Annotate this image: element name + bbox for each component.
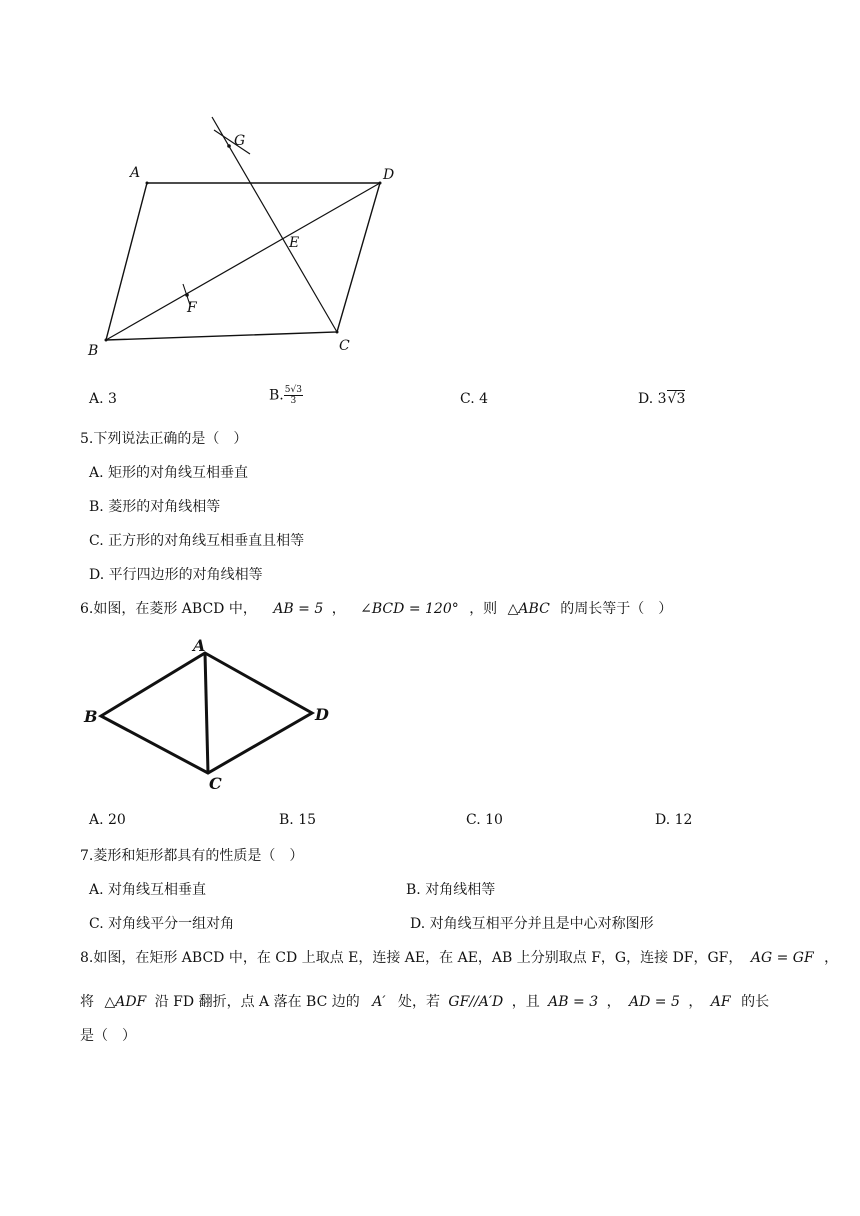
q8-line-2-sep-2: ， bbox=[688, 994, 703, 1010]
q5-option-a[interactable]: A. 矩形的对角线互相垂直 bbox=[89, 465, 249, 481]
q8-line-1 bbox=[80, 947, 838, 967]
q6-stem bbox=[80, 598, 672, 618]
q8-line-2-part-g: 的长 bbox=[741, 994, 770, 1010]
q4-option-d-root: √3 bbox=[667, 391, 686, 407]
point-b bbox=[105, 339, 108, 342]
q6-math-triangle: △ABC bbox=[507, 601, 550, 617]
q5-option-c[interactable]: C. 正方形的对角线互相垂直且相等 bbox=[89, 533, 305, 549]
q8-math-af: AF bbox=[710, 994, 731, 1010]
q8-line-2-part-c: 处，若 bbox=[397, 994, 440, 1010]
q6-option-c[interactable]: C. 10 bbox=[466, 812, 503, 828]
q6-math-ab: AB = 5 bbox=[273, 601, 324, 617]
q4-option-b-fraction bbox=[284, 385, 303, 406]
label-g: G bbox=[234, 133, 246, 149]
figure-rhombus bbox=[80, 632, 340, 792]
q5-stem: 5.下列说法正确的是（ ） bbox=[80, 431, 248, 447]
q7-option-c[interactable]: C. 对角线平分一组对角 bbox=[89, 916, 235, 932]
q4-option-b-numerator: 5√3 bbox=[284, 385, 302, 395]
q8-line-2-part-b: 沿 FD 翻折，点 A 落在 BC 边的 bbox=[154, 994, 360, 1010]
line-gc bbox=[212, 117, 337, 332]
q8-math-a-prime: A′ bbox=[372, 994, 386, 1010]
q4-option-b-denominator: 3 bbox=[290, 396, 297, 406]
q8-line-1-end: ， bbox=[824, 950, 839, 966]
point-c bbox=[336, 331, 339, 334]
label-d: D bbox=[383, 167, 395, 183]
q4-option-b[interactable] bbox=[269, 385, 303, 406]
label-f: F bbox=[187, 300, 197, 316]
q8-math-parallel: GF//A′D bbox=[448, 994, 504, 1010]
q8-line-2 bbox=[80, 991, 769, 1011]
q7-option-a[interactable]: A. 对角线互相垂直 bbox=[89, 882, 207, 898]
q5-option-b[interactable]: B. 菱形的对角线相等 bbox=[89, 499, 221, 515]
rhombus-label-c: C bbox=[209, 774, 222, 792]
q8-line-2-part-a: 将 bbox=[80, 994, 94, 1010]
q4-option-a[interactable]: A. 3 bbox=[89, 391, 117, 407]
q8-math-ag-gf: AG = GF bbox=[750, 950, 814, 966]
point-d bbox=[379, 182, 382, 185]
diagonal-ac bbox=[205, 653, 208, 773]
q6-stem-part-a: 6.如图，在菱形 ABCD 中， bbox=[80, 601, 257, 617]
q6-stem-part-c: 的周长等于（ ） bbox=[560, 601, 673, 617]
diagonal-bd bbox=[106, 183, 380, 340]
q6-option-a[interactable]: A. 20 bbox=[89, 812, 126, 828]
q8-math-ad: AD = 5 bbox=[629, 994, 680, 1010]
q8-line-2-part-d: ，且 bbox=[511, 994, 540, 1010]
label-c: C bbox=[339, 338, 350, 354]
q6-stem-part-b: ，则 bbox=[469, 601, 498, 617]
q4-option-b-prefix: B. bbox=[269, 387, 284, 404]
q7-stem: 7.菱形和矩形都具有的性质是（ ） bbox=[80, 848, 304, 864]
point-a bbox=[146, 182, 149, 185]
label-b: B bbox=[88, 343, 99, 359]
q8-math-triangle-adf: △ADF bbox=[104, 994, 147, 1010]
q8-line-1-text: 8.如图，在矩形 ABCD 中，在 CD 上取点 E，连接 AE，在 AE，AB 上分别取点 F，G，连接 DF，GF， bbox=[80, 950, 743, 966]
q6-math-angle: ∠BCD = 120° bbox=[360, 601, 459, 617]
q8-line-2-sep-1: ， bbox=[606, 994, 621, 1010]
label-e: E bbox=[289, 235, 300, 251]
label-a: A bbox=[130, 165, 141, 181]
q7-option-d[interactable]: D. 对角线互相平分并且是中心对称图形 bbox=[410, 916, 654, 932]
figure-parallelogram bbox=[80, 105, 400, 365]
rhombus-label-a: A bbox=[193, 636, 206, 655]
q6-sep-1: ， bbox=[331, 601, 346, 617]
point-g bbox=[227, 144, 231, 148]
rhombus-label-b: B bbox=[84, 707, 98, 726]
q4-option-d[interactable] bbox=[638, 391, 685, 407]
q6-option-d[interactable]: D. 12 bbox=[655, 812, 693, 828]
q6-option-b[interactable]: B. 15 bbox=[279, 812, 317, 828]
rhombus-label-d: D bbox=[315, 705, 329, 724]
q8-line-3: 是（ ） bbox=[80, 1028, 136, 1044]
q4-option-c[interactable]: C. 4 bbox=[460, 391, 489, 407]
q5-option-d[interactable]: D. 平行四边形的对角线相等 bbox=[89, 567, 263, 583]
point-f bbox=[185, 293, 189, 297]
q7-option-b[interactable]: B. 对角线相等 bbox=[406, 882, 496, 898]
q8-math-ab: AB = 3 bbox=[548, 994, 599, 1010]
q4-option-d-prefix: D. 3 bbox=[638, 391, 667, 407]
